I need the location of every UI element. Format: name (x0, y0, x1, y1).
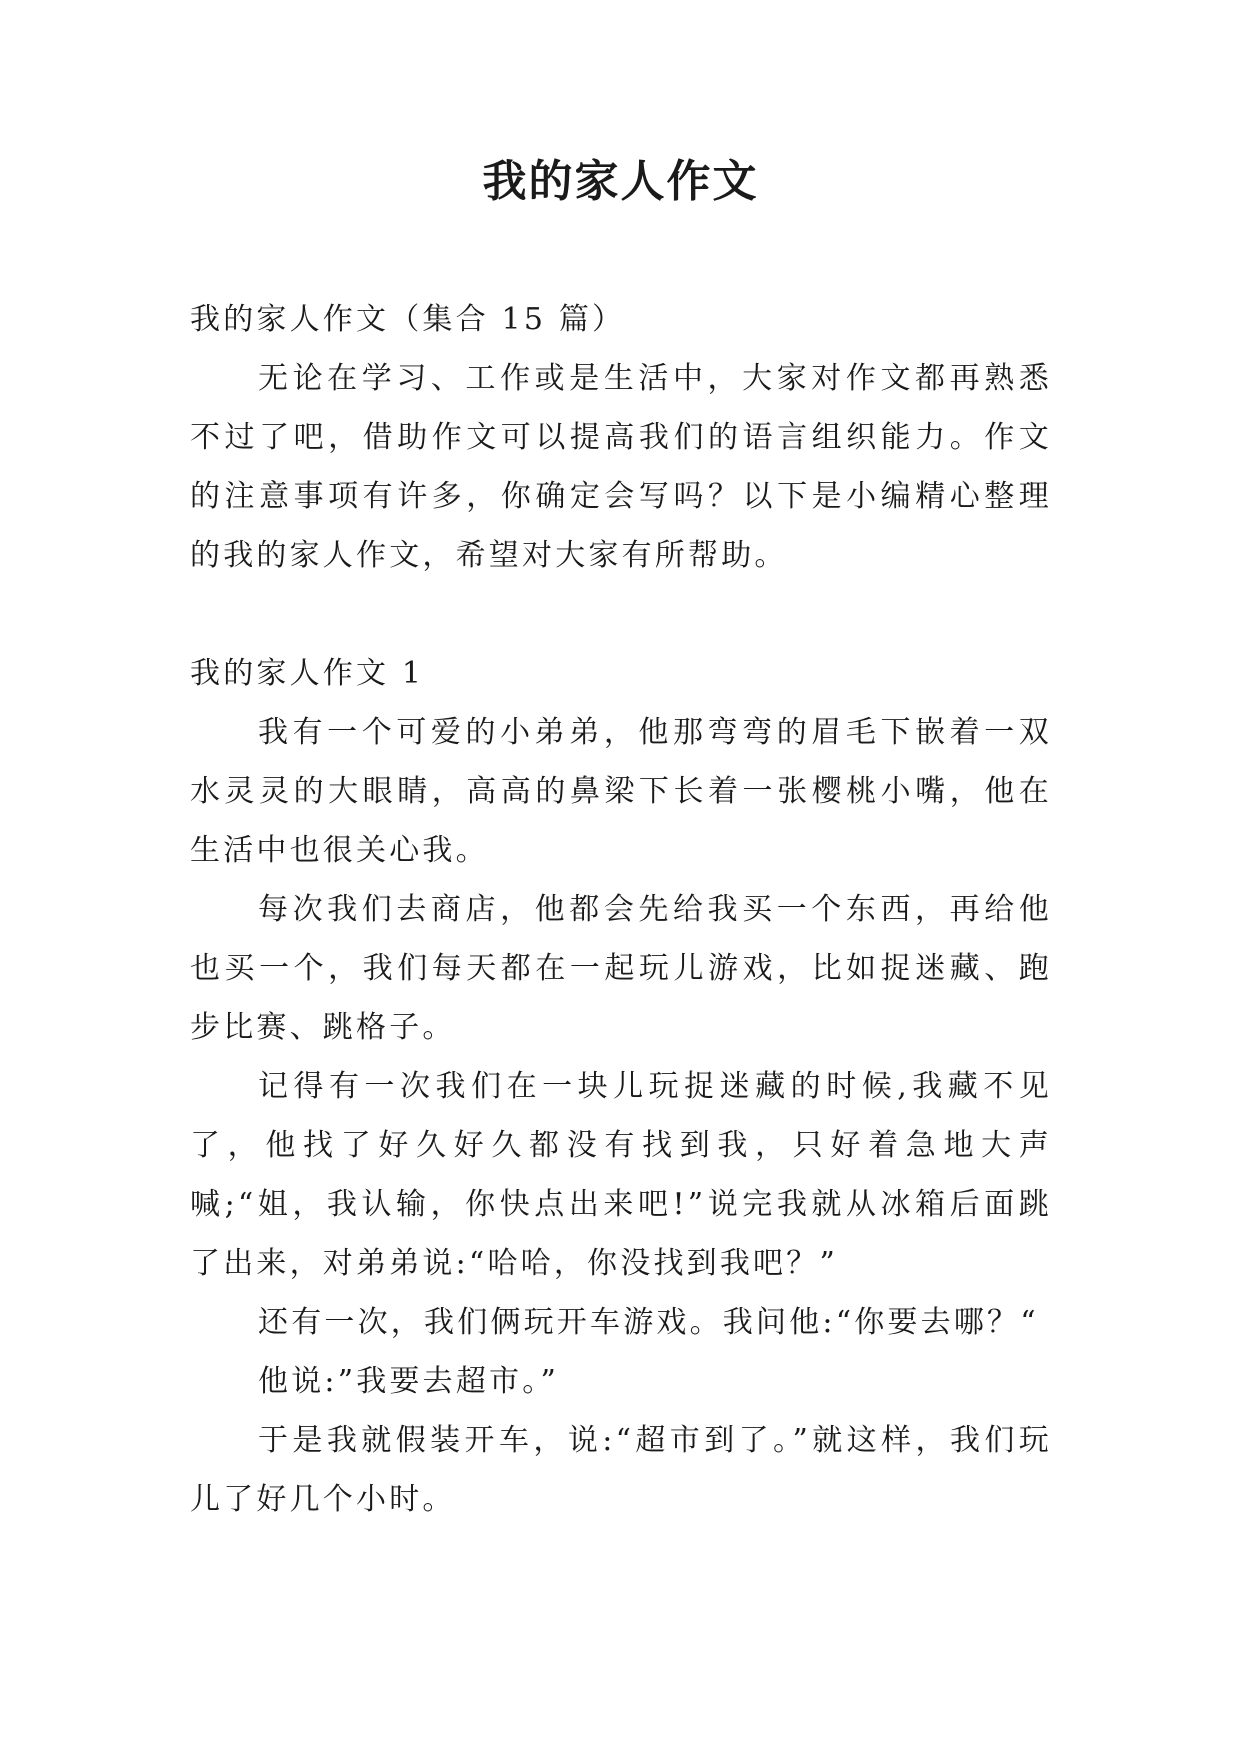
essay-paragraph: 记得有一次我们在一块儿玩捉迷藏的时候,我藏不见了，他找了好久好久都没有找到我，只好着急地大声喊;“姐，我认输，你快点出来吧!”说完我就从冰箱后面跳了出来，对弟弟说:“哈哈，你没找到我吧？” (190, 1069, 1052, 1281)
essay-paragraph: 我有一个可爱的小弟弟，他那弯弯的眉毛下嵌着一双水灵灵的大眼睛，高高的鼻梁下长着一张樱桃小嘴，他在生活中也很关心我。 (190, 715, 1052, 868)
essay-paragraph: 每次我们去商店，他都会先给我买一个东西，再给他也买一个，我们每天都在一起玩儿游戏，比如捉迷藏、跑步比赛、跳格子。 (190, 892, 1052, 1045)
essay-paragraph: 他说:”我要去超市。” (258, 1364, 559, 1399)
intro-paragraph: 无论在学习、工作或是生活中，大家对作文都再熟悉不过了吧，借助作文可以提高我们的语言组织能力。作文的注意事项有许多，你确定会写吗？以下是小编精心整理的我的家人作文，希望对大家有所帮助。 (190, 361, 1052, 573)
document-title: 我的家人作文 (482, 156, 759, 207)
document-body (190, 290, 1052, 1529)
essay-paragraph: 还有一次，我们俩玩开车游戏。我问他:“你要去哪？“ (258, 1305, 1039, 1340)
collection-heading: 我的家人作文（集合 15 篇） (190, 302, 626, 337)
essay-heading: 我的家人作文 1 (190, 656, 425, 691)
section-spacer (190, 585, 1052, 644)
essay-paragraph: 于是我就假装开车，说:“超市到了。”就这样，我们玩儿了好几个小时。 (190, 1423, 1052, 1517)
